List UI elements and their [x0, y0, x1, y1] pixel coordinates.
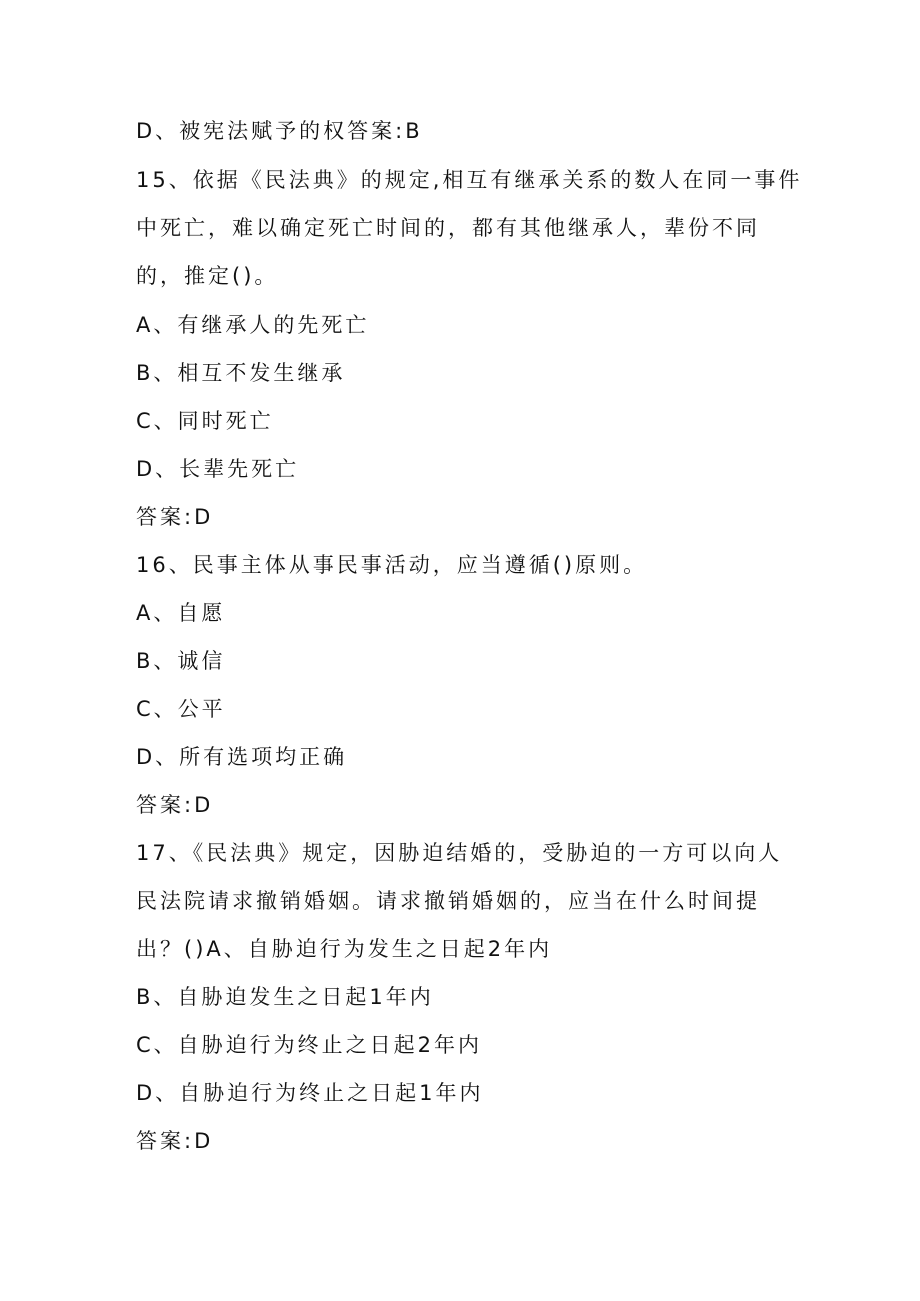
q14-option-d-with-answer: D、被宪法赋予的权答案:B — [136, 119, 423, 143]
q15-option-d: D、长辈先死亡 — [136, 457, 300, 481]
q16-option-d: D、所有选项均正确 — [136, 745, 348, 769]
q15-option-c: C、同时死亡 — [136, 409, 274, 433]
q15-option-b: B、相互不发生继承 — [136, 361, 346, 385]
q17-question-line-3-with-option-a: 出？()A、自胁迫行为发生之日起2年内 — [136, 937, 553, 961]
q15-question-line-3: 的，推定()。 — [136, 264, 279, 288]
q16-option-a: A、自愿 — [136, 601, 226, 625]
q17-option-b: B、自胁迫发生之日起1年内 — [136, 985, 434, 1009]
q16-question: 16、民事主体从事民事活动，应当遵循()原则。 — [136, 553, 648, 577]
q17-answer: 答案:D — [136, 1129, 214, 1153]
q16-option-b: B、诚信 — [136, 649, 226, 673]
q17-option-d: D、自胁迫行为终止之日起1年内 — [136, 1081, 484, 1105]
q16-option-c: C、公平 — [136, 697, 226, 721]
q16-answer: 答案:D — [136, 793, 214, 817]
q17-question-line-1: 17、《民法典》规定，因胁迫结婚的，受胁迫的一方可以向人 — [136, 841, 783, 865]
q17-option-c: C、自胁迫行为终止之日起2年内 — [136, 1033, 483, 1057]
q17-question-line-2: 民法院请求撤销婚姻。请求撤销婚姻的，应当在什么时间提 — [136, 889, 760, 913]
q15-option-a: A、有继承人的先死亡 — [136, 313, 370, 337]
q15-question-line-1: 15、依据《民法典》的规定,相互有继承关系的数人在同一事件 — [136, 168, 803, 192]
q15-question-line-2: 中死亡，难以确定死亡时间的，都有其他继承人，辈份不同 — [136, 216, 760, 240]
q15-answer: 答案:D — [136, 505, 214, 529]
